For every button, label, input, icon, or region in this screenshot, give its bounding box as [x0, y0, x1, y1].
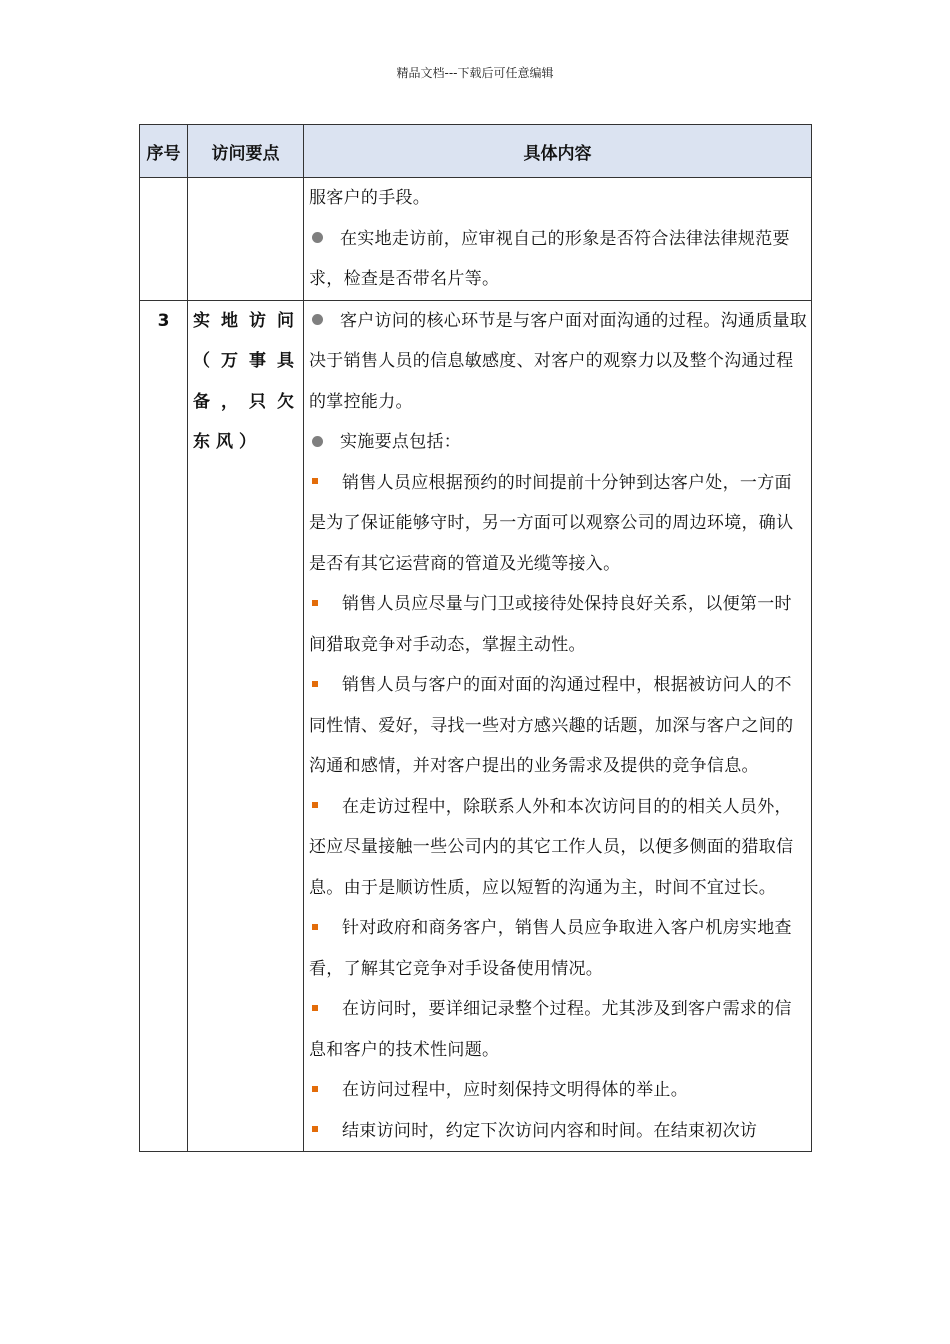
row-topic — [188, 178, 304, 301]
square-bullet-icon — [312, 1126, 318, 1132]
content-line: 在访问过程中，应时刻保持文明得体的举止。 — [309, 1070, 808, 1111]
row-number: 3 — [140, 300, 188, 1152]
square-bullet-icon — [312, 1005, 318, 1011]
column-header-number: 序号 — [140, 125, 188, 178]
content-line: 结束访问时，约定下次访问内容和时间。在结束初次访 — [309, 1111, 808, 1152]
content-line: 在走访过程中，除联系人外和本次访问目的的相关人员外，还应尽量接触一些公司内的其它工作人员，以便多侧面的猎取信息。由于是顺访性质，应以短暂的沟通为主，时间不宜过长。 — [309, 796, 794, 898]
table-header-row — [140, 125, 812, 178]
circle-bullet-icon — [312, 314, 323, 325]
circle-bullet-icon — [312, 436, 323, 447]
content-line: 针对政府和商务客户，销售人员应争取进入客户机房实地查看，了解其它竞争对手设备使用情况。 — [309, 918, 792, 979]
content-line: 客户访问的核心环节是与客户面对面沟通的过程。沟通质量取决于销售人员的信息敏感度、对客户的观察力以及整个沟通过程的掌控能力。 — [309, 310, 808, 412]
square-bullet-icon — [312, 802, 318, 808]
row-content — [304, 300, 812, 1152]
row-content — [304, 178, 812, 301]
square-bullet-icon — [312, 1086, 318, 1092]
content-line: 服客户的手段。 — [309, 188, 431, 208]
row-topic: 实地访问（万事具备，只欠东风） — [188, 300, 304, 1152]
circle-bullet-icon — [312, 232, 323, 243]
content-line: 销售人员与客户的面对面的沟通过程中，根据被访问人的不同性情、爱好，寻找一些对方感兴趣的话题，加深与客户之间的沟通和感情，并对客户提出的业务需求及提供的竞争信息。 — [309, 675, 794, 776]
square-bullet-icon — [312, 924, 318, 930]
square-bullet-icon — [312, 478, 318, 484]
column-header-visit-point: 访问要点 — [188, 125, 304, 178]
table-row — [140, 300, 812, 1152]
content-line: 销售人员应尽量与门卫或接待处保持良好关系，以便第一时间猎取竞争对手动态，掌握主动性。 — [309, 594, 792, 655]
visit-points-table — [139, 124, 812, 1152]
square-bullet-icon — [312, 600, 318, 606]
row-number — [140, 178, 188, 301]
content-line: 销售人员应根据预约的时间提前十分钟到达客户处，一方面是为了保证能够守时，另一方面可以观察公司的周边环境，确认是否有其它运营商的管道及光缆等接入。 — [309, 472, 794, 574]
content-line: 在访问时，要详细记录整个过程。尤其涉及到客户需求的信息和客户的技术性问题。 — [309, 999, 792, 1060]
page-header-watermark: 精品文档---下载后可任意编辑 — [396, 66, 554, 80]
column-header-content: 具体内容 — [304, 125, 812, 178]
square-bullet-icon — [312, 681, 318, 687]
content-line: 实施要点包括： — [309, 422, 808, 463]
table-row — [140, 178, 812, 301]
content-line: 在实地走访前，应审视自己的形象是否符合法律法律规范要求，检查是否带名片等。 — [309, 228, 790, 289]
